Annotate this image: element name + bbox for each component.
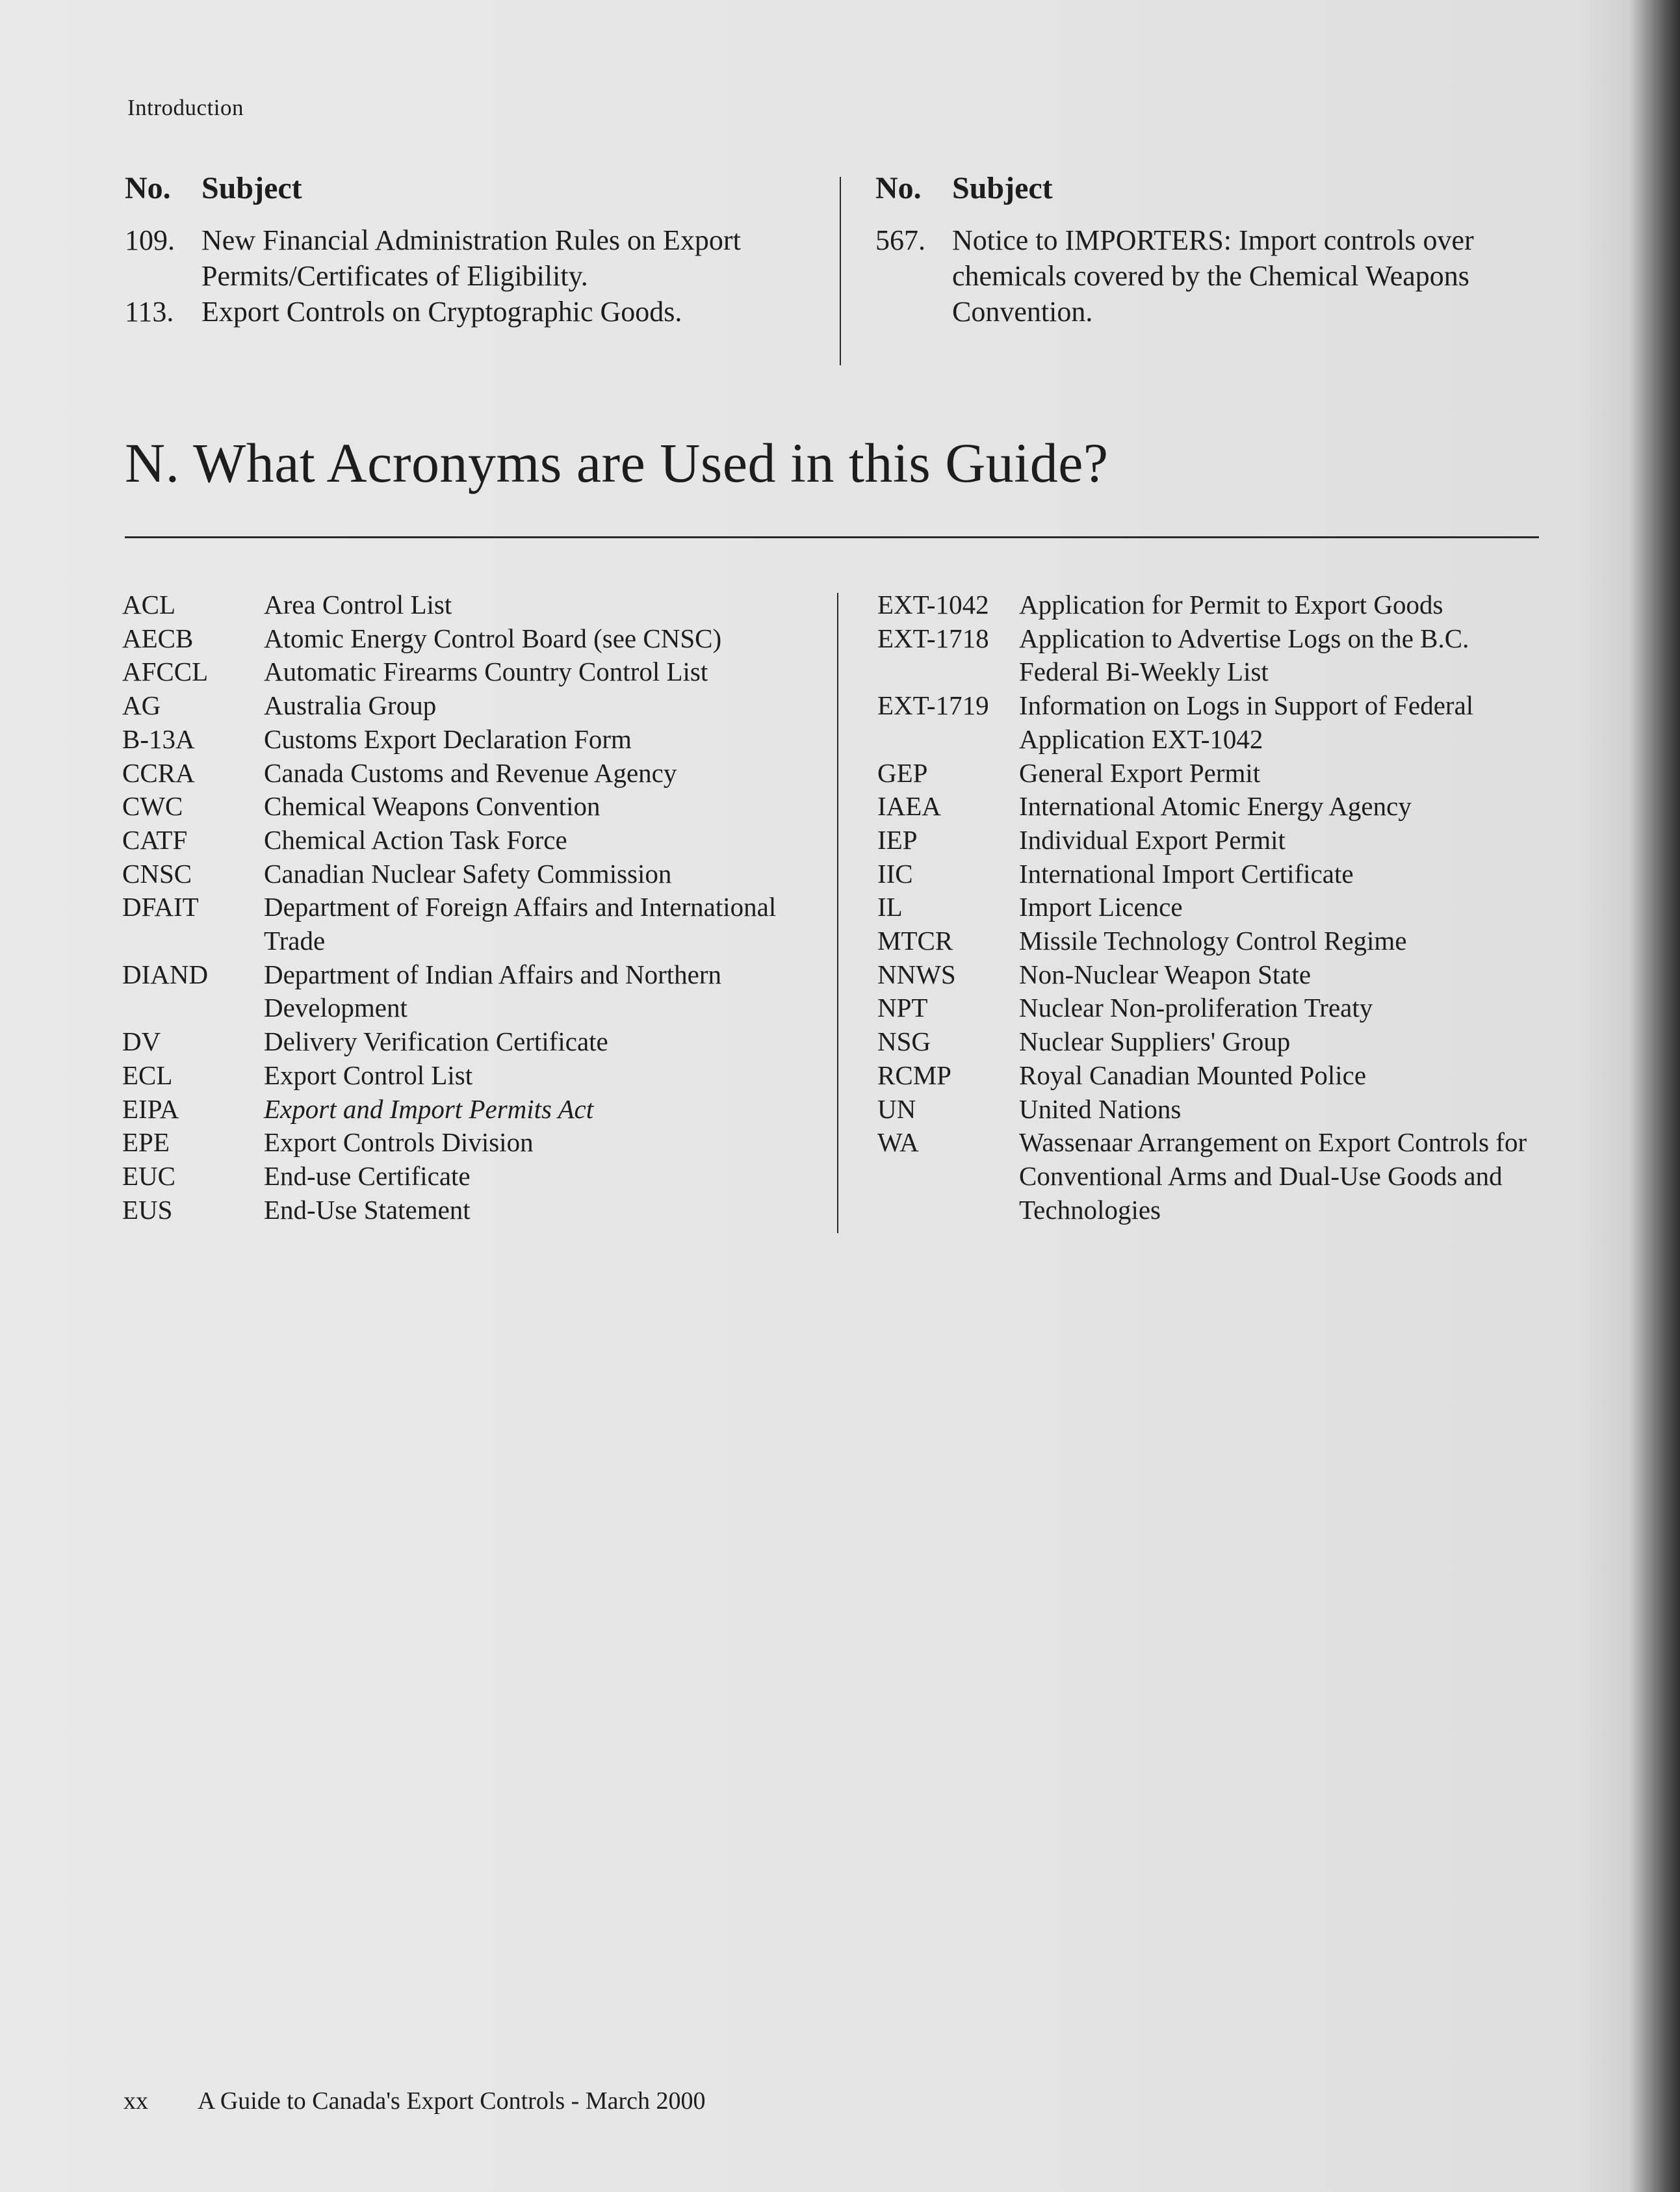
acronym-meaning: Delivery Verification Certificate bbox=[264, 1026, 608, 1057]
acronym: ACL bbox=[122, 590, 175, 620]
acronym: CWC bbox=[122, 791, 183, 822]
acronym: WA bbox=[877, 1127, 919, 1158]
acronym-row bbox=[877, 1025, 1553, 1059]
acronym: NNWS bbox=[877, 959, 956, 989]
acronym: AFCCL bbox=[122, 657, 209, 687]
acronym-row bbox=[877, 1093, 1553, 1127]
acronym: EUS bbox=[122, 1194, 173, 1225]
acronym-meaning: Canadian Nuclear Safety Commission bbox=[264, 858, 672, 889]
acronym-meaning: Royal Canadian Mounted Police bbox=[1019, 1060, 1367, 1090]
acronym-row bbox=[122, 622, 798, 656]
acronym-meaning: Automatic Firearms Country Control List bbox=[264, 657, 708, 687]
footer-title: A Guide to Canada's Export Controls - March 2000 bbox=[198, 2087, 706, 2115]
acronym-meaning: Area Control List bbox=[264, 590, 452, 620]
acronym: RCMP bbox=[877, 1060, 951, 1090]
acronym-row bbox=[122, 1059, 798, 1093]
acronym-meaning: United Nations bbox=[1019, 1093, 1182, 1124]
acronym: IIC bbox=[877, 858, 913, 889]
acronym-row bbox=[877, 857, 1553, 891]
acronym-row bbox=[877, 824, 1553, 857]
acronym-meaning: Export Control List bbox=[264, 1060, 473, 1090]
acronym: DIAND bbox=[122, 959, 209, 989]
acronym-meaning: Import Licence bbox=[1019, 892, 1183, 922]
acronym-row bbox=[122, 958, 798, 1025]
acronym: CNSC bbox=[122, 858, 192, 889]
acronym: ECL bbox=[122, 1060, 173, 1090]
acronym-list-right bbox=[877, 588, 1553, 1227]
acronym: CCRA bbox=[122, 757, 195, 788]
notice-row bbox=[875, 222, 1545, 330]
acronym-meaning: International Import Certificate bbox=[1019, 858, 1354, 889]
acronym-meaning: Canada Customs and Revenue Agency bbox=[264, 757, 677, 788]
column-header-subject: Subject bbox=[201, 171, 302, 205]
acronym-meaning: General Export Permit bbox=[1019, 757, 1261, 788]
notice-number: 109. bbox=[125, 224, 175, 256]
column-header-subject: Subject bbox=[952, 171, 1053, 205]
acronym: AECB bbox=[122, 623, 194, 653]
acronym: EPE bbox=[122, 1127, 170, 1158]
acronym: DV bbox=[122, 1026, 161, 1057]
notices-column-divider bbox=[840, 177, 841, 365]
notices-table bbox=[125, 170, 1542, 365]
acronym-meaning: Application to Advertise Logs on the B.C. Federal Bi-Weekly List bbox=[1019, 623, 1469, 687]
acronym-row bbox=[122, 1025, 798, 1059]
acronym-row bbox=[122, 790, 798, 824]
acronym-meaning: Atomic Energy Control Board (see CNSC) bbox=[264, 623, 722, 653]
acronym-meaning: Nuclear Non-proliferation Treaty bbox=[1019, 993, 1373, 1023]
acronym-row bbox=[877, 1059, 1553, 1093]
notice-subject: Notice to IMPORTERS: Import controls over chemicals covered by the Chemical Weapons Convention. bbox=[952, 224, 1474, 328]
notice-number: 113. bbox=[125, 296, 174, 328]
acronym: EUC bbox=[122, 1160, 175, 1191]
acronym-row bbox=[122, 689, 798, 723]
acronym: EXT-1042 bbox=[877, 590, 989, 620]
acronym: IL bbox=[877, 892, 903, 922]
acronym-meaning: Department of Indian Affairs and Northern Development bbox=[264, 959, 721, 1023]
notice-row bbox=[125, 294, 794, 330]
acronym-row bbox=[122, 1126, 798, 1160]
acronym-meaning: Customs Export Declaration Form bbox=[264, 724, 632, 754]
acronym-meaning: Application for Permit to Export Goods bbox=[1019, 590, 1443, 620]
acronym-row bbox=[877, 991, 1553, 1025]
acronym-meaning: Department of Foreign Affairs and International Trade bbox=[264, 892, 777, 956]
running-head: Introduction bbox=[127, 95, 244, 120]
acronym-row bbox=[122, 723, 798, 757]
acronym-row bbox=[122, 1194, 798, 1227]
acronym-meaning: Nuclear Suppliers' Group bbox=[1019, 1026, 1291, 1057]
acronym-meaning: Wassenaar Arrangement on Export Controls for Conventional Arms and Dual-Use Goods and Technologies bbox=[1019, 1127, 1527, 1225]
acronym: EIPA bbox=[122, 1093, 179, 1124]
acronym-row bbox=[877, 891, 1553, 924]
acronym-meaning: End-Use Statement bbox=[264, 1194, 471, 1225]
acronym: NSG bbox=[877, 1026, 931, 1057]
acronym-meaning: Missile Technology Control Regime bbox=[1019, 926, 1407, 956]
notice-subject: Export Controls on Cryptographic Goods. bbox=[201, 296, 682, 328]
acronym-meaning: Export and Import Permits Act bbox=[264, 1093, 594, 1124]
acronym-row bbox=[122, 1160, 798, 1194]
column-header-no: No. bbox=[125, 171, 171, 205]
acronym-row bbox=[877, 958, 1553, 992]
acronym-row bbox=[122, 891, 798, 958]
acronym: EXT-1718 bbox=[877, 623, 989, 653]
acronym: GEP bbox=[877, 757, 928, 788]
notice-subject: New Financial Administration Rules on Export Permits/Certificates of Eligibility. bbox=[201, 224, 741, 292]
acronym-meaning: Australia Group bbox=[264, 690, 437, 721]
acronym: EXT-1719 bbox=[877, 690, 989, 721]
acronym-column-divider bbox=[837, 593, 838, 1233]
acronym-row bbox=[877, 689, 1553, 756]
acronym-row bbox=[877, 1126, 1553, 1227]
page-footer bbox=[123, 2087, 706, 2115]
column-header-no: No. bbox=[875, 171, 922, 205]
acronym-meaning: International Atomic Energy Agency bbox=[1019, 791, 1412, 822]
acronym-row bbox=[877, 757, 1553, 790]
page-number: xx bbox=[123, 2087, 148, 2115]
acronym: NPT bbox=[877, 993, 928, 1023]
notice-number: 567. bbox=[875, 224, 925, 256]
acronym: IAEA bbox=[877, 791, 941, 822]
section-rule bbox=[125, 536, 1539, 538]
acronym: UN bbox=[877, 1093, 916, 1124]
acronym: DFAIT bbox=[122, 892, 199, 922]
acronym-meaning: End-use Certificate bbox=[264, 1160, 471, 1191]
acronym-meaning: Chemical Weapons Convention bbox=[264, 791, 601, 822]
acronym-row bbox=[122, 757, 798, 790]
notices-left-column bbox=[125, 170, 794, 330]
acronym-meaning: Chemical Action Task Force bbox=[264, 824, 567, 855]
acronym-meaning: Non-Nuclear Weapon State bbox=[1019, 959, 1312, 989]
acronym-row bbox=[877, 622, 1553, 689]
acronym-meaning: Information on Logs in Support of Federal Application EXT-1042 bbox=[1019, 690, 1474, 754]
acronym-row bbox=[877, 588, 1553, 622]
acronym-row bbox=[122, 857, 798, 891]
acronym: MTCR bbox=[877, 926, 953, 956]
notices-right-column bbox=[875, 170, 1545, 330]
acronym-meaning: Individual Export Permit bbox=[1019, 824, 1286, 855]
acronym-row bbox=[122, 824, 798, 857]
acronym: AG bbox=[122, 690, 161, 721]
notices-right-header bbox=[875, 170, 1545, 222]
acronym: IEP bbox=[877, 824, 918, 855]
acronym-meaning: Export Controls Division bbox=[264, 1127, 534, 1158]
acronym-list-left bbox=[122, 588, 798, 1227]
acronym-row bbox=[877, 924, 1553, 958]
acronym: CATF bbox=[122, 824, 188, 855]
acronym-row bbox=[122, 588, 798, 622]
section-title: N. What Acronyms are Used in this Guide? bbox=[125, 432, 1109, 494]
notices-left-header bbox=[125, 170, 794, 222]
acronym-row bbox=[122, 1093, 798, 1127]
acronym-row bbox=[877, 790, 1553, 824]
acronym: B-13A bbox=[122, 724, 195, 754]
acronym-row bbox=[122, 655, 798, 689]
notice-row bbox=[125, 222, 794, 294]
